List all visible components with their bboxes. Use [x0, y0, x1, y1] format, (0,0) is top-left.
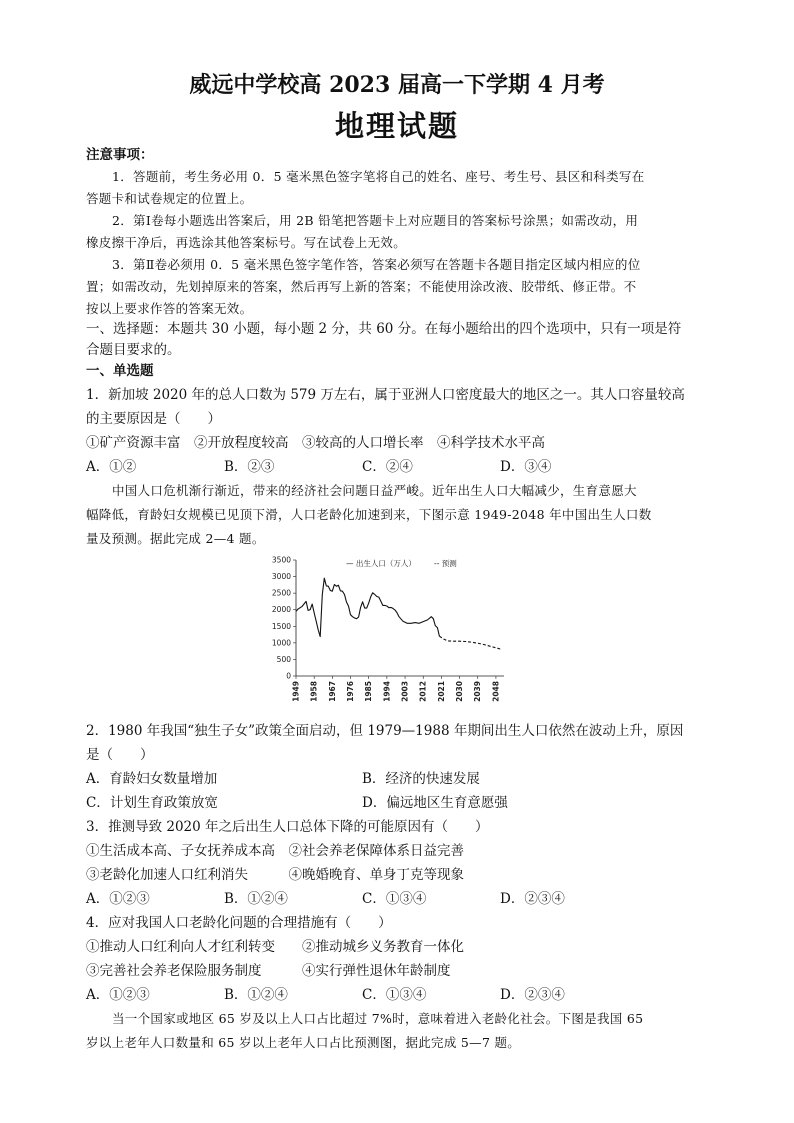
question-stem: 2．1980 年我国“独生子女”政策全面启动，但 1979—1988 年期间出生人口依然在波动上升，原因 [86, 723, 684, 739]
passage-line: 中国人口危机渐行渐近，带来的经济社会问题日益严峻。近年出生人口大幅减少，生育意愿大 [112, 483, 637, 498]
question-stem: 的主要原因是（ ） [86, 411, 221, 427]
x-tick-label: 1985 [364, 681, 374, 702]
series-line-births [296, 578, 439, 636]
notice-line: 橡皮擦干净后，再选涂其他答案标号。写在试卷上无效。 [86, 235, 407, 250]
option-d: D．偏远地区生育意愿强 [362, 795, 508, 811]
x-tick-label: 2039 [473, 681, 483, 702]
y-tick-label: 3000 [271, 572, 291, 582]
y-tick-label: 1500 [271, 621, 291, 631]
x-tick-label: 1994 [382, 681, 392, 702]
notice-line: 1．答题前，考生务必用 0．5 毫米黑色签字笔将自己的姓名、座号、考生号、县区和科类写在 [112, 169, 645, 184]
option-b: B．②③ [224, 459, 275, 475]
passage-line: 岁以上老年人口数量和 65 岁以上老年人口占比预测图，据此完成 5—7 题。 [86, 1035, 521, 1050]
exam-subject: 地理试题 [334, 109, 459, 143]
question-stem: 3．推测导致 2020 年之后出生人口总体下降的可能原因有（ ） [86, 819, 489, 835]
x-tick-label: 2012 [418, 681, 428, 702]
x-tick-label: 2048 [491, 681, 501, 702]
notice-heading: 注意事项： [86, 147, 154, 163]
section-subheading: 一、单选题 [86, 363, 154, 379]
y-tick-label: 500 [276, 654, 291, 664]
passage-line: 量及预测。据此完成 2—4 题。 [86, 531, 265, 546]
option-c: C．计划生育政策放宽 [86, 795, 218, 811]
passage-line: 幅降低，育龄妇女规模已见顶下滑，人口老龄化加速到来，下图示意 1949-2048 年中国出生人口数 [86, 507, 652, 522]
option-c: C．①③④ [362, 891, 427, 907]
x-tick-label: 1958 [309, 681, 319, 702]
y-tick-label: 0 [286, 671, 291, 681]
section-instruction: 一、选择题：本题共 30 小题，每小题 2 分，共 60 分。在每小题给出的四个选项中，只有一项是符 [86, 321, 682, 337]
question-stem: 4．应对我国人口老龄化问题的合理措施有（ ） [86, 915, 392, 931]
series-line-forecast [439, 636, 502, 649]
exam-title: 威远中学校高 2023 届高一下学期 4 月考 [189, 72, 605, 98]
notice-line: 按以上要求作答的答案无效。 [86, 301, 253, 316]
legend-forecast: -- 预测 [434, 559, 457, 568]
option-a: A．①②③ [86, 891, 150, 907]
notice-line: 3．第Ⅱ卷必须用 0．5 毫米黑色签字笔作答，答案必须写在答题卡各题目指定区域内相应的位 [112, 257, 641, 272]
birth-population-chart [266, 552, 516, 712]
y-tick-label: 3500 [271, 555, 291, 565]
question-items: ③完善社会养老保险服务制度 ④实行弹性退休年龄制度 [86, 963, 451, 979]
notice-line: 2．第Ⅰ卷每小题选出答案后，用 2B 铅笔把答题卡上对应题目的答案标号涂黑；如需改动，用 [112, 213, 639, 228]
option-a: A．①② [86, 459, 137, 475]
x-tick-label: 2003 [400, 681, 410, 702]
y-tick-label: 1000 [271, 638, 291, 648]
question-items: ①推动人口红利向人才红利转变 ②推动城乡义务教育一体化 [86, 939, 464, 955]
notice-line: 置；如需改动，先划掉原来的答案，然后再写上新的答案；不能使用涂改液、胶带纸、修正带。不 [86, 279, 637, 294]
y-tick-label: 2500 [271, 588, 291, 598]
x-tick-label: 2021 [436, 681, 446, 702]
question-items: ③老龄化加速人口红利消失 ④晚婚晚育、单身丁克等现象 [86, 867, 464, 883]
question-items: ①生活成本高、子女抚养成本高 ②社会养老保障体系日益完善 [86, 843, 464, 859]
option-a: A．①②③ [86, 987, 150, 1003]
x-tick-label: 1949 [291, 681, 301, 702]
y-tick-label: 2000 [271, 605, 291, 615]
option-a: A．育龄妇女数量增加 [86, 771, 218, 787]
x-tick-label: 2030 [455, 681, 465, 702]
x-tick-label: 1967 [327, 681, 337, 702]
section-instruction: 合题目要求的。 [86, 342, 181, 358]
option-c: C．②④ [362, 459, 413, 475]
passage-line: 当一个国家或地区 65 岁及以上人口占比超过 7%时，意味着进入老龄化社会。下图是我国 65 [112, 1011, 644, 1026]
option-d: D．②③④ [500, 987, 565, 1003]
notice-line: 答题卡和试卷规定的位置上。 [86, 191, 253, 206]
option-b: B．经济的快速发展 [362, 771, 480, 787]
option-b: B．①②④ [224, 987, 288, 1003]
question-items: ①矿产资源丰富 ②开放程度较高 ③较高的人口增长率 ④科学技术水平高 [86, 435, 545, 451]
legend-births: — 出生人口（万人） [346, 559, 416, 568]
question-stem: 1．新加坡 2020 年的总人口数为 579 万左右，属于亚洲人口密度最大的地区之一。其人口容量较高 [86, 387, 685, 403]
option-b: B．①②④ [224, 891, 288, 907]
option-d: D．②③④ [500, 891, 565, 907]
question-stem: 是（ ） [86, 747, 154, 763]
x-tick-label: 1976 [346, 681, 356, 702]
option-d: D．③④ [500, 459, 552, 475]
option-c: C．①③④ [362, 987, 427, 1003]
